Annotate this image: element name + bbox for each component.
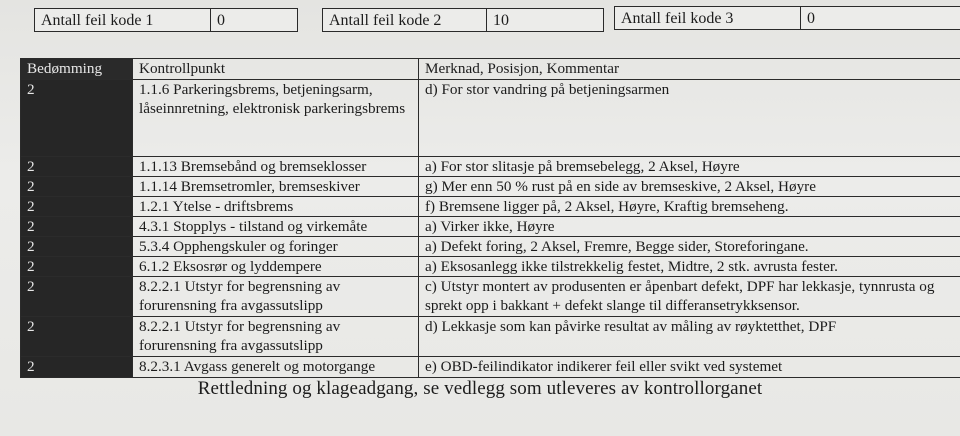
score-cell: 2 [21, 80, 133, 157]
checkpoint-cell: 1.1.6 Parkeringsbrems, betjeningsarm, låseinnretning, elektronisk parkeringsbrems [133, 80, 419, 157]
error-count-code-1 [34, 8, 298, 34]
score-cell: 2 [21, 317, 133, 357]
comment-cell: d) Lekkasje som kan påvirke resultat av måling av røyktetthet, DPF [419, 317, 960, 357]
comment-cell: f) Bremsene ligger på, 2 Aksel, Høyre, Kraftig bremseheng. [419, 197, 960, 217]
score-cell: 2 [21, 177, 133, 197]
score-cell: 2 [21, 197, 133, 217]
error-count-code-2 [322, 8, 604, 34]
comment-cell: c) Utstyr montert av produsenten er åpenbart defekt, DPF har lekkasje, tynnrusta og sprekt opp i bakkant + defekt slange til differansetrykksensor. [419, 277, 960, 317]
table-row [21, 257, 960, 277]
error-count-value: 0 [800, 6, 960, 30]
inspection-findings-table [20, 58, 960, 378]
error-count-label: Antall feil kode 3 [614, 6, 800, 30]
score-cell: 2 [21, 257, 133, 277]
score-cell: 2 [21, 357, 133, 378]
table-row [21, 177, 960, 197]
column-header-checkpoint: Kontrollpunkt [133, 59, 419, 80]
error-count-value: 10 [486, 8, 604, 32]
score-cell: 2 [21, 277, 133, 317]
table-row [21, 217, 960, 237]
checkpoint-cell: 5.3.4 Opphengskuler og foringer [133, 237, 419, 257]
comment-cell: a) Eksosanlegg ikke tilstrekkelig festet, Midtre, 2 stk. avrusta fester. [419, 257, 960, 277]
comment-cell: a) Virker ikke, Høyre [419, 217, 960, 237]
column-header-comment: Merknad, Posisjon, Kommentar [419, 59, 960, 80]
score-cell: 2 [21, 157, 133, 177]
table-row [21, 80, 960, 157]
footer-note: Rettledning og klageadgang, se vedlegg som utleveres av kontrollorganet [197, 378, 763, 399]
table-row [21, 317, 960, 357]
checkpoint-cell: 1.1.13 Bremsebånd og bremseklosser [133, 157, 419, 177]
comment-cell: d) For stor vandring på betjeningsarmen [419, 80, 960, 157]
checkpoint-cell: 1.1.14 Bremsetromler, bremseskiver [133, 177, 419, 197]
score-cell: 2 [21, 237, 133, 257]
error-count-label: Antall feil kode 1 [34, 8, 210, 32]
comment-cell: g) Mer enn 50 % rust på en side av bremseskive, 2 Aksel, Høyre [419, 177, 960, 197]
comment-cell: e) OBD-feilindikator indikerer feil eller svikt ved systemet [419, 357, 960, 378]
checkpoint-cell: 4.3.1 Stopplys - tilstand og virkemåte [133, 217, 419, 237]
table-row [21, 357, 960, 378]
comment-cell: a) For stor slitasje på bremsebelegg, 2 Aksel, Høyre [419, 157, 960, 177]
checkpoint-cell: 1.2.1 Ytelse - driftsbrems [133, 197, 419, 217]
error-counts [34, 8, 960, 36]
checkpoint-cell: 6.1.2 Eksosrør og lyddempere [133, 257, 419, 277]
table-row [21, 197, 960, 217]
checkpoint-cell: 8.2.2.1 Utstyr for begrensning av forurensning fra avgassutslipp [133, 317, 419, 357]
table-row [21, 277, 960, 317]
table-row [21, 237, 960, 257]
table-row [21, 157, 960, 177]
error-count-value: 0 [210, 8, 298, 32]
checkpoint-cell: 8.2.3.1 Avgass generelt og motorgange [133, 357, 419, 378]
error-count-label: Antall feil kode 2 [322, 8, 486, 32]
table-header-row [21, 59, 960, 80]
comment-cell: a) Defekt foring, 2 Aksel, Fremre, Begge sider, Storeforingane. [419, 237, 960, 257]
error-count-code-3 [614, 6, 960, 32]
column-header-score: Bedømming [21, 59, 133, 80]
checkpoint-cell: 8.2.2.1 Utstyr for begrensning av forurensning fra avgassutslipp [133, 277, 419, 317]
score-cell: 2 [21, 217, 133, 237]
